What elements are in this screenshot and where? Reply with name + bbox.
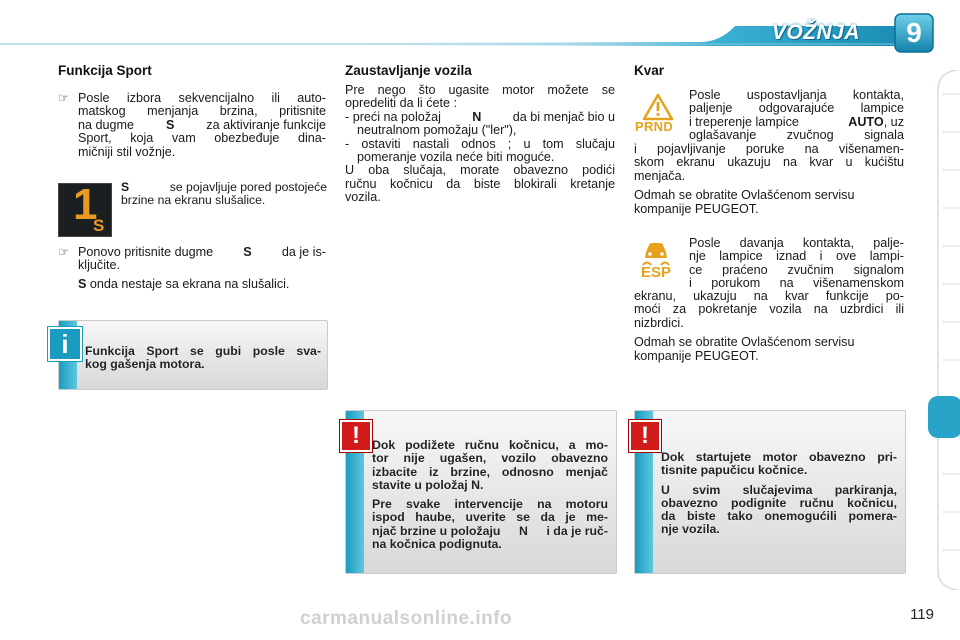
- sport-bullet-1: [58, 92, 326, 159]
- info-icon: i: [48, 327, 82, 361]
- prnd-text-cont: [634, 143, 904, 216]
- text-line: opredeliti da li ćete :: [345, 96, 458, 111]
- text-segment: da je is-: [281, 245, 326, 259]
- chapter-number: 9: [906, 17, 922, 48]
- text-line: pomeranje vozila neće biti moguće.: [357, 150, 555, 165]
- section-heading-fault: Kvar: [634, 63, 665, 78]
- esp-text: [689, 237, 904, 291]
- note-line: obavezno podignite ručnu kočnicu,: [661, 495, 897, 510]
- text-segment: , uz: [883, 114, 904, 129]
- esp-car-icon: [640, 240, 672, 266]
- chapter-tab-rail: [928, 70, 960, 590]
- display-caption: [121, 181, 327, 208]
- text-line: [78, 246, 326, 259]
- text-segment: i treperenje lampice: [689, 114, 799, 129]
- note-line: [372, 479, 608, 492]
- text-line: Odmah se obratite Ovlašćenom servisu: [634, 335, 855, 350]
- gear-display-icon: [58, 180, 112, 237]
- text-line: Posle davanja kontakta, palje-: [689, 236, 904, 250]
- note-line: Dok startujete motor obavezno pri-: [661, 450, 897, 464]
- text-line: Posle uspostavljanja kontakta,: [689, 88, 904, 102]
- text-line: [689, 116, 904, 129]
- text-bold: AUTO: [848, 114, 884, 129]
- warning-icon: !: [340, 420, 372, 452]
- gear-digit: 1: [73, 180, 98, 229]
- text-line: ekranu, ukazuju na kvar funkcije po-: [634, 289, 904, 303]
- text-line: Sport, koja vam obezbeđuje dina-: [78, 131, 326, 146]
- text-line: mičniji stil vožnje.: [78, 144, 176, 159]
- sport-after-text: [78, 278, 328, 291]
- text-segment: na dugme: [78, 117, 135, 132]
- text-segment: za aktiviranje funkcije: [206, 117, 326, 132]
- page-title: VOŽNJA: [771, 21, 860, 44]
- text-segment: stavite u položaj: [372, 477, 468, 492]
- text-line: U oba slučaja, morate obavezno podići: [345, 163, 615, 178]
- text-line: matskog menjanja brzina, pritisnite: [78, 104, 326, 119]
- text-line: ce praćeno zvučnim signalom: [689, 262, 904, 277]
- text-segment: da bi menjač bio u: [512, 109, 615, 124]
- note-line: izbacite iz brzine, odnosno menjač: [372, 464, 608, 479]
- text-line: nje lampice iznad i ove lampi-: [689, 249, 904, 264]
- button-name-s: S: [243, 245, 252, 259]
- note-line: kog gašenja motora.: [85, 357, 205, 372]
- text-line: paljenje odgovarajuće lampice: [689, 101, 904, 116]
- text-bold: N.: [471, 477, 484, 492]
- text-line: neutralnom pomožaju ("ler"),: [357, 123, 517, 138]
- note-line: na kočnica podignuta.: [372, 537, 502, 552]
- text-line: Odmah se obratite Ovlašćenom servisu: [634, 188, 855, 203]
- text-line: kompanije PEUGEOT.: [634, 348, 759, 363]
- caption-text: se pojavljuje pored postojeće: [169, 180, 327, 194]
- warning-note-handbrake: [345, 410, 617, 574]
- text-line: i porukom na višenamenskom: [689, 276, 904, 291]
- warning-icon: !: [629, 420, 661, 452]
- text-line: Posle izbora sekvencijalno ili auto-: [78, 91, 326, 105]
- text-bold: N: [472, 109, 482, 124]
- watermark: carmanualsonline.info: [300, 608, 513, 629]
- note-line: nje vozila.: [661, 522, 720, 537]
- text-bold: N: [519, 523, 528, 538]
- text-line: ključite.: [78, 258, 120, 273]
- text-line: menjača.: [634, 168, 686, 183]
- text-line: [345, 111, 615, 124]
- note-line: U svim slučajevima parkiranja,: [661, 482, 897, 497]
- text-segment: Ponovo pritisnite dugme: [78, 245, 214, 259]
- note-line: Funkcija Sport se gubi posle sva-: [85, 344, 321, 358]
- note-line: tisnite papučicu kočnice.: [661, 463, 808, 478]
- esp-text-cont: [634, 290, 904, 363]
- esp-label: ESP: [641, 264, 672, 281]
- stopping-text: [345, 84, 615, 205]
- text-segment: - preći na položaj: [345, 109, 441, 124]
- note-line: Pre svake intervencije na motoru: [372, 497, 608, 512]
- pointing-hand-icon: ☞: [58, 245, 70, 259]
- text-segment: onda nestaje sa ekrana na slušalici.: [89, 277, 290, 291]
- text-segment: njač brzine u položaju: [372, 523, 501, 538]
- text-line: ručnu kočnicu da biste blokirali kretanje: [345, 176, 615, 191]
- text-line: skom ekranu ukazuju na kvar u kućištu: [634, 155, 904, 170]
- text-line: Pre nego što ugasite motor možete se: [345, 83, 615, 97]
- text-line: oglašavanje zvučnog signala: [689, 128, 904, 143]
- note-line: tor nije ugašen, vozilo obavezno: [372, 451, 608, 466]
- text-bold: S: [78, 277, 87, 291]
- note-line: [372, 525, 608, 538]
- info-note: [58, 320, 328, 390]
- text-line: moći za pokretanje vozila na uzbrdici ili: [634, 302, 904, 317]
- button-name-s: S: [165, 117, 175, 132]
- text-line: [78, 119, 326, 132]
- section-heading-sport: Funkcija Sport: [58, 63, 152, 78]
- text-line: - ostaviti nastali odnos ; u tom slučaju: [345, 136, 615, 151]
- warning-note-brake: [634, 410, 906, 574]
- text-line: kompanije PEUGEOT.: [634, 201, 759, 216]
- caption-text: brzine na ekranu slušalice.: [121, 193, 266, 208]
- prnd-text: [689, 89, 904, 143]
- text-segment: i da je ruč-: [546, 523, 608, 538]
- sport-bullet-2: [58, 246, 326, 273]
- pointing-hand-icon: ☞: [58, 91, 70, 105]
- text-line: nizbrdici.: [634, 315, 684, 330]
- note-line: ispod haube, uverite se da je me-: [372, 510, 608, 525]
- sport-letter: S: [93, 216, 105, 235]
- note-line: Dok podižete ručnu kočnicu, a mo-: [372, 438, 608, 452]
- text-line: vozila.: [345, 190, 381, 205]
- section-heading-stopping: Zaustavljanje vozila: [345, 63, 472, 78]
- note-line: da biste tako onemogućili pomera-: [661, 509, 897, 524]
- text-line: i pojavljivanje poruke na višenamen-: [634, 142, 904, 156]
- prnd-label: PRND: [635, 119, 674, 134]
- page-number: 119: [910, 606, 934, 623]
- caption-bold: S: [121, 180, 130, 194]
